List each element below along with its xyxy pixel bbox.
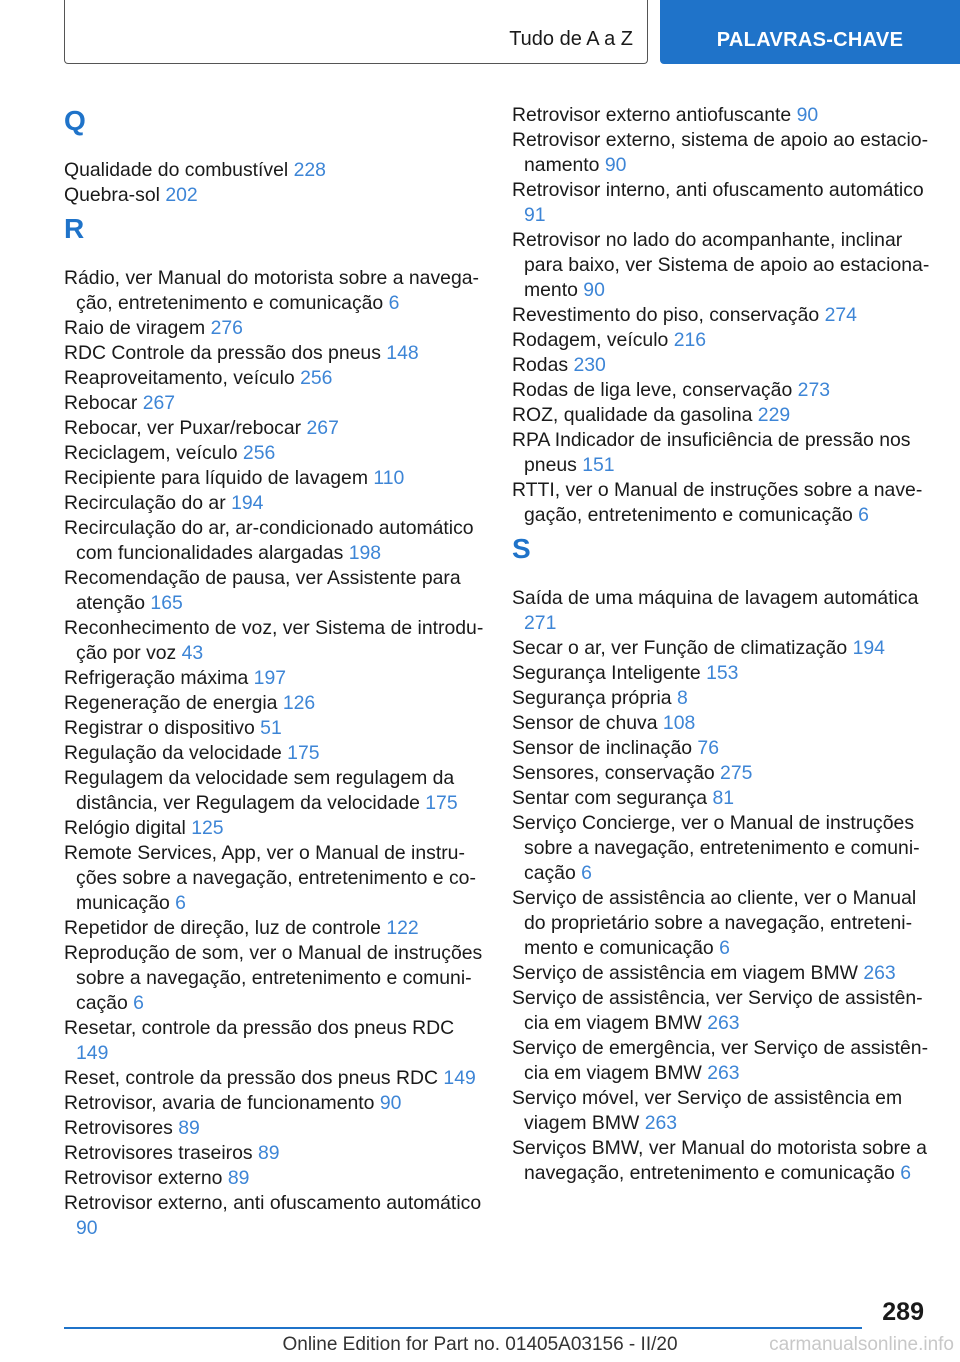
page-reference-link[interactable]: 81 [712, 787, 735, 809]
index-entry-text: Rebocar, ver Puxar/rebocar [64, 417, 302, 439]
index-entry [512, 786, 932, 811]
index-entry-text: Serviço Concierge, ver o Manual de instruções sobre a navegação, entretenimento e comunicação [512, 812, 920, 884]
index-entry [64, 616, 484, 666]
index-entry-text: Saída de uma máquina de lavagem automática [512, 587, 919, 609]
footer-divider [64, 1327, 862, 1329]
page-reference-link[interactable]: 202 [165, 184, 198, 206]
index-entry [512, 736, 932, 761]
index-entry [512, 103, 932, 128]
page-reference-link[interactable]: 43 [181, 642, 204, 664]
index-entry-text: Segurança Inteligente [512, 662, 701, 684]
index-entry [512, 428, 932, 478]
index-entry [64, 716, 484, 741]
index-entry [64, 1116, 484, 1141]
index-entry [64, 1141, 484, 1166]
index-entry [512, 1136, 932, 1186]
index-entry [512, 1086, 932, 1136]
index-entry [512, 303, 932, 328]
index-entry-text: Retrovisor, avaria de funcionamento [64, 1092, 375, 1114]
index-entry [64, 1066, 484, 1091]
page-reference-link[interactable]: 90 [379, 1092, 402, 1114]
index-letter-heading: R [64, 213, 85, 244]
index-entry-text: Retrovisor externo, sistema de apoio ao estacionamento [512, 129, 929, 176]
page-reference-link[interactable]: 197 [253, 667, 287, 689]
index-entry [64, 841, 484, 916]
index-entry [64, 741, 484, 766]
index-entry [64, 441, 484, 466]
index-entry [64, 816, 484, 841]
index-entry-text: Raio de viragem [64, 317, 206, 339]
index-entry-text: Retrovisor no lado do acompanhante, inclinar para baixo, ver Sistema de apoio ao estacionamento [512, 229, 930, 301]
index-entry [512, 686, 932, 711]
page-reference-link[interactable]: 6 [900, 1162, 912, 1184]
page-reference-link[interactable]: 90 [796, 104, 819, 126]
index-entry [64, 391, 484, 416]
index-entry-text: Registrar o dispositivo [64, 717, 255, 739]
page-reference-link[interactable]: 89 [227, 1167, 250, 1189]
index-entry [64, 341, 484, 366]
index-entry-text: Recirculação do ar, ar-condicionado automático com funcionalidades alargadas [64, 517, 474, 564]
index-entry [512, 961, 932, 986]
index-entry-text: Retrovisor externo antiofuscante [512, 104, 792, 126]
index-letter-heading: S [512, 533, 531, 564]
page-reference-link[interactable]: 175 [287, 742, 320, 764]
page-reference-link[interactable]: 6 [858, 504, 869, 526]
page-reference-link[interactable]: 6 [719, 937, 730, 959]
index-entry [512, 811, 932, 886]
page-reference-link[interactable]: 230 [573, 354, 606, 376]
index-entry [64, 466, 484, 491]
page-reference-link[interactable]: 165 [150, 592, 183, 614]
active-tab-label: PALAVRAS-CHAVE [716, 29, 904, 51]
index-entry [64, 1191, 484, 1241]
index-entry-text: Recomendação de pausa, ver Assistente para atenção [64, 567, 461, 614]
index-entry-text: Serviços BMW, ver Manual do motorista sobre a navegação, entretenimento e comunicação [512, 1137, 927, 1184]
index-entry-text: Serviço de emergência, ver Serviço de assistência em viagem BMW [512, 1037, 929, 1084]
page-reference-link[interactable]: 149 [76, 1042, 109, 1064]
page-reference-link[interactable]: 151 [582, 454, 615, 476]
index-entry [512, 711, 932, 736]
index-entry-text: RTTI, ver o Manual de instruções sobre a navegação, entretenimento e comunicação [512, 479, 923, 526]
index-entry [512, 636, 932, 661]
page-reference-link[interactable]: 229 [757, 404, 791, 426]
edition-footer: Online Edition for Part no. 01405A03156 - II/20 [282, 1334, 678, 1355]
index-entry-text: Rodagem, veículo [512, 329, 669, 351]
index-entry [64, 766, 484, 816]
page-reference-link[interactable]: 89 [257, 1142, 280, 1164]
index-entry-text: Sensor de chuva [512, 712, 658, 734]
page-reference-link[interactable]: 175 [425, 792, 458, 814]
index-entry [64, 1166, 484, 1191]
page-reference-link[interactable]: 76 [697, 737, 719, 759]
index-entry-text: Serviço de assistência em viagem BMW [512, 962, 858, 984]
page-reference-link[interactable]: 126 [282, 692, 316, 714]
index-entry-text: Relógio digital [64, 817, 186, 839]
index-entry-text: Regulação da velocidade [64, 742, 282, 764]
page-reference-link[interactable]: 194 [852, 637, 885, 659]
index-column-left [64, 100, 484, 1241]
section-tab[interactable] [64, 0, 648, 64]
section-tab-label: Tudo de A a Z [509, 28, 633, 50]
index-entry [512, 228, 932, 303]
page-reference-link[interactable]: 51 [260, 717, 282, 739]
page-reference-link[interactable]: 267 [142, 392, 176, 414]
index-entry-text: Rebocar [64, 392, 138, 414]
index-entry-text: Retrovisores [64, 1117, 173, 1139]
index-entry-text: Sentar com segurança [512, 787, 708, 809]
index-entry-text: Reconhecimento de voz, ver Sistema de introdução por voz [64, 617, 484, 664]
index-entry [512, 328, 932, 353]
page-reference-link[interactable]: 263 [644, 1112, 678, 1134]
index-entry [64, 1091, 484, 1116]
page-reference-link[interactable]: 122 [386, 917, 419, 939]
index-entry-text: Segurança própria [512, 687, 672, 709]
page-reference-link[interactable]: 6 [175, 892, 186, 914]
index-entry-text: Sensores, conservação [512, 762, 715, 784]
page-reference-link[interactable]: 263 [863, 962, 896, 984]
index-entry [64, 666, 484, 691]
index-entry-text: Recipiente para líquido de lavagem [64, 467, 368, 489]
page-reference-link[interactable]: 90 [76, 1217, 98, 1239]
index-entry-text: Serviço móvel, ver Serviço de assistência em viagem BMW [512, 1087, 903, 1134]
index-entry-text: Reset, controle da pressão dos pneus RDC [64, 1067, 439, 1089]
page-reference-link[interactable]: 263 [707, 1062, 740, 1084]
index-entry-text: Rodas [512, 354, 569, 376]
page-reference-link[interactable]: 6 [133, 992, 144, 1014]
page-reference-link[interactable]: 125 [191, 817, 224, 839]
index-entry [64, 158, 484, 183]
index-entry [512, 986, 932, 1036]
page-reference-link[interactable]: 153 [706, 662, 739, 684]
index-entry-text: Regulagem da velocidade sem regulagem da distância, ver Regulagem da velocidade [64, 767, 455, 814]
index-entry-text: Rádio, ver Manual do motorista sobre a navegação, entretenimento e comunicação [64, 267, 479, 314]
index-entry [64, 566, 484, 616]
page-reference-link[interactable]: 256 [300, 367, 333, 389]
page-reference-link[interactable]: 274 [824, 304, 857, 326]
index-entry-text: Serviço de assistência ao cliente, ver o Manual do proprietário sobre a navegação, entretenimento e comunicação [512, 887, 917, 959]
index-entry-text: Serviço de assistência, ver Serviço de assistência em viagem BMW [512, 987, 923, 1034]
page-reference-link[interactable]: 228 [293, 159, 326, 181]
index-entry-text: Retrovisores traseiros [64, 1142, 253, 1164]
page-reference-link[interactable]: 194 [231, 492, 264, 514]
index-entry-text: ROZ, qualidade da gasolina [512, 404, 753, 426]
active-tab[interactable] [660, 0, 960, 64]
index-entry [512, 586, 932, 636]
index-entry [64, 316, 484, 341]
index-entry-text: Revestimento do piso, conservação [512, 304, 820, 326]
page-reference-link[interactable]: 263 [707, 1012, 740, 1034]
page-number: 289 [882, 1298, 924, 1326]
index-entry-text: Retrovisor interno, anti ofuscamento automático [512, 179, 924, 201]
index-entry [64, 941, 484, 1016]
page-reference-link[interactable]: 256 [242, 442, 276, 464]
index-entry [512, 1036, 932, 1086]
index-entry-text: Reciclagem, veículo [64, 442, 238, 464]
page-reference-link[interactable]: 198 [348, 542, 382, 564]
page-reference-link[interactable]: 90 [604, 154, 627, 176]
index-entry-text: Recirculação do ar [64, 492, 226, 514]
page-reference-link[interactable]: 275 [720, 762, 753, 784]
index-entry-text: Qualidade do combustível [64, 159, 289, 181]
index-column-right [512, 103, 932, 1186]
index-entry [64, 183, 484, 208]
index-entry-text: Secar o ar, ver Função de climatização [512, 637, 848, 659]
index-entry [512, 128, 932, 178]
index-entry-text: Rodas de liga leve, conservação [512, 379, 793, 401]
page-reference-link[interactable]: 216 [673, 329, 707, 351]
index-entry [64, 416, 484, 441]
index-entry [512, 761, 932, 786]
index-entry [512, 178, 932, 228]
index-entry-text: Resetar, controle da pressão dos pneus RDC [64, 1017, 455, 1039]
page-reference-link[interactable]: 6 [581, 862, 592, 884]
index-entry-text: Retrovisor externo [64, 1167, 223, 1189]
page-reference-link[interactable]: 110 [373, 467, 405, 489]
index-entry [64, 691, 484, 716]
page-reference-link[interactable]: 273 [797, 379, 831, 401]
index-letter-heading: Q [64, 105, 86, 136]
index-entry [512, 478, 932, 528]
page-reference-link[interactable]: 90 [583, 279, 605, 301]
index-entry-text: Quebra-sol [64, 184, 160, 206]
page-reference-link[interactable]: 267 [306, 417, 339, 439]
page-reference-link[interactable]: 91 [524, 204, 546, 226]
page-reference-link[interactable]: 148 [386, 342, 419, 364]
index-entry [64, 366, 484, 391]
page-reference-link[interactable]: 271 [524, 612, 557, 634]
index-entry-text: Sensor de inclinação [512, 737, 693, 759]
index-entry-text: Reaproveitamento, veículo [64, 367, 295, 389]
index-entry [512, 378, 932, 403]
index-entry-text: Remote Services, App, ver o Manual de instruções sobre a navegação, entretenimento e comunicação [64, 842, 476, 914]
index-entry [64, 266, 484, 316]
index-entry [512, 886, 932, 961]
page-reference-link[interactable]: 6 [388, 292, 400, 314]
page-reference-link[interactable]: 149 [443, 1067, 476, 1089]
index-entry [64, 516, 484, 566]
index-entry [512, 403, 932, 428]
index-entry [64, 1016, 484, 1066]
index-entry-text: Refrigeração máxima [64, 667, 249, 689]
page-reference-link[interactable]: 8 [676, 687, 688, 709]
index-entry [512, 661, 932, 686]
index-entry-text: RDC Controle da pressão dos pneus [64, 342, 381, 364]
index-entry-text: Repetidor de direção, luz de controle [64, 917, 381, 939]
index-entry [64, 491, 484, 516]
index-entry-text: RPA Indicador de insuficiência de pressão nos pneus [512, 429, 911, 476]
index-entry-text: Retrovisor externo, anti ofuscamento automático [64, 1192, 482, 1214]
page-reference-link[interactable]: 89 [178, 1117, 200, 1139]
page-reference-link[interactable]: 276 [210, 317, 243, 339]
index-entry [64, 916, 484, 941]
index-entry-text: Reprodução de som, ver o Manual de instruções sobre a navegação, entretenimento e comunicação [64, 942, 483, 1014]
index-entry [512, 353, 932, 378]
index-entry-text: Regeneração de energia [64, 692, 278, 714]
page-reference-link[interactable]: 108 [662, 712, 696, 734]
watermark-text: carmanualsonline.info [769, 1334, 954, 1355]
